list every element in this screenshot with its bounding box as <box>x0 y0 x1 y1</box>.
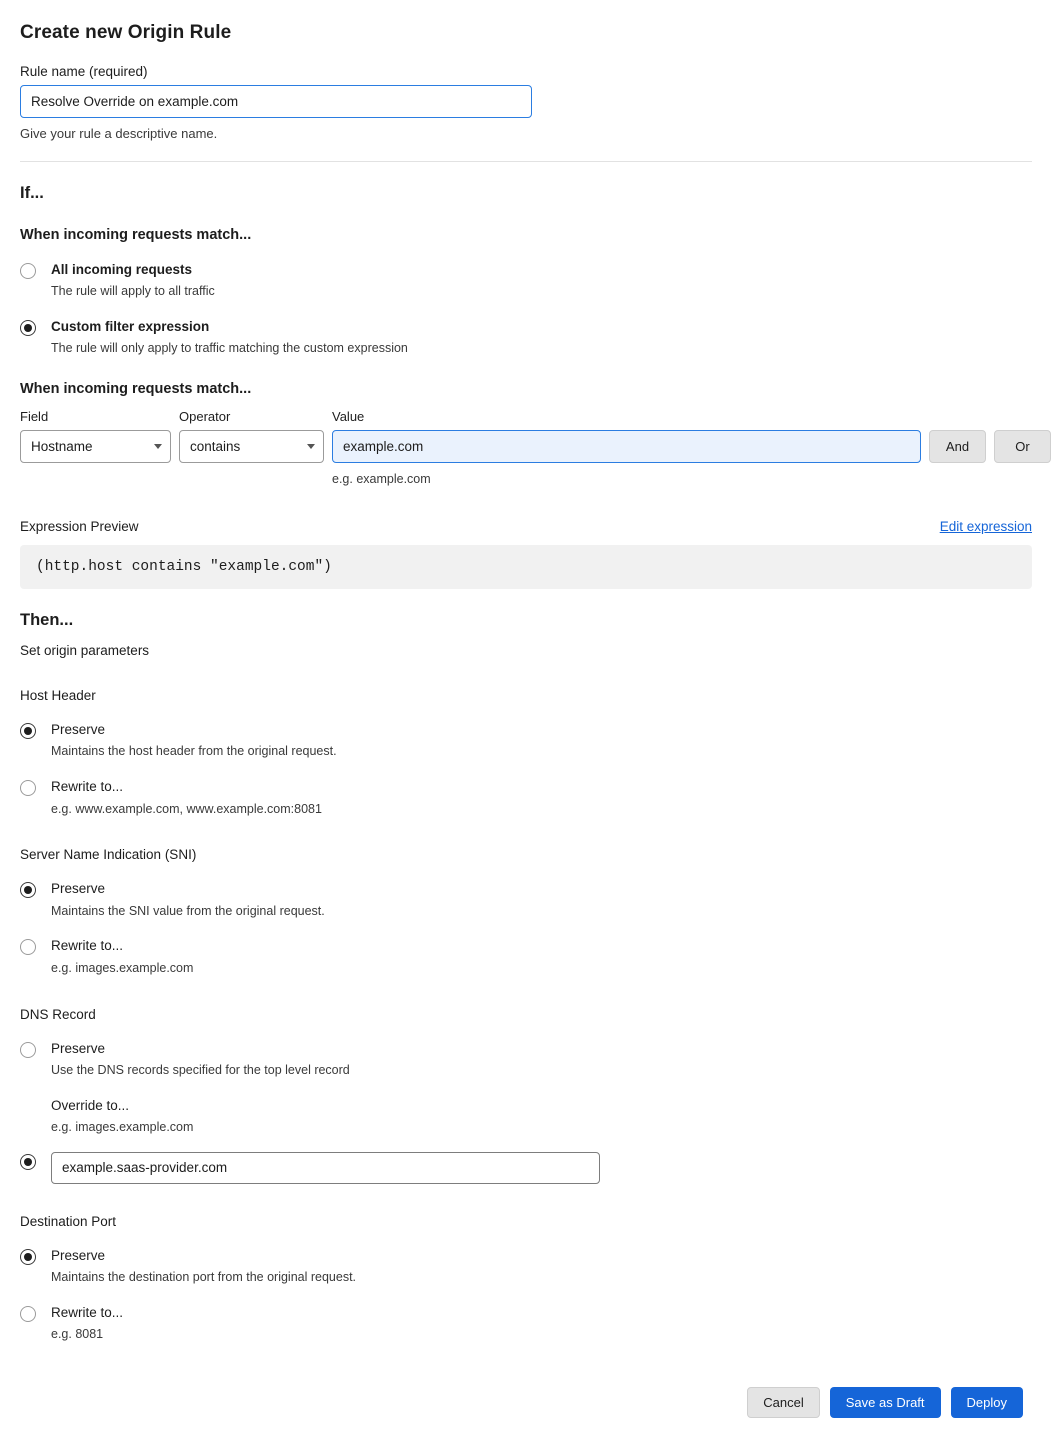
expression-builder-row <box>20 409 1032 486</box>
radio-label: Preserve <box>51 1247 106 1263</box>
radio-label: Rewrite to... <box>51 779 124 795</box>
operator-column-label: Operator <box>179 409 231 425</box>
radio-indicator[interactable] <box>20 723 36 739</box>
expression-preview-header <box>20 519 1032 534</box>
then-section-title: Then... <box>20 611 74 630</box>
if-section-title: If... <box>20 184 44 202</box>
radio-description: Maintains the host header from the original request. <box>51 744 337 759</box>
radio-indicator[interactable] <box>20 882 36 898</box>
destination-port-label: Destination Port <box>20 1213 117 1229</box>
radio-label: All incoming requests <box>51 262 193 277</box>
radio-indicator[interactable] <box>20 263 36 279</box>
radio-label: Preserve <box>51 1040 106 1056</box>
save-as-draft-button[interactable]: Save as Draft <box>830 1387 941 1418</box>
radio-description: The rule will apply to all traffic <box>51 284 215 299</box>
and-column <box>929 409 986 463</box>
and-button[interactable]: And <box>929 430 986 463</box>
radio-dns-preserve[interactable] <box>20 1040 1032 1079</box>
radio-port-preserve[interactable] <box>20 1247 1032 1286</box>
edit-expression-link[interactable]: Edit expression <box>939 519 1032 535</box>
radio-description: e.g. images.example.com <box>51 1119 194 1134</box>
deploy-button[interactable]: Deploy <box>951 1387 1023 1418</box>
or-column <box>994 409 1051 463</box>
radio-description: e.g. www.example.com, www.example.com:8081 <box>51 801 322 816</box>
radio-indicator[interactable] <box>20 1042 36 1058</box>
radio-label: Preserve <box>51 722 106 738</box>
radio-all-incoming-requests[interactable] <box>20 261 1032 300</box>
radio-port-rewrite[interactable] <box>20 1304 1032 1343</box>
radio-label: Rewrite to... <box>51 938 124 954</box>
field-column-label: Field <box>20 409 49 425</box>
field-select[interactable] <box>20 430 171 463</box>
radio-indicator[interactable] <box>20 320 36 336</box>
page-title: Create new Origin Rule <box>20 22 232 43</box>
value-column-label: Value <box>332 409 365 425</box>
radio-dns-override[interactable] <box>20 1097 1032 1184</box>
radio-indicator[interactable] <box>20 1249 36 1265</box>
radio-host-header-preserve[interactable] <box>20 721 1032 760</box>
radio-label: Preserve <box>51 881 106 897</box>
value-column <box>332 409 921 486</box>
value-hint: e.g. example.com <box>332 472 431 487</box>
expression-builder-heading: When incoming requests match... <box>20 381 252 398</box>
radio-description: e.g. 8081 <box>51 1327 104 1342</box>
radio-indicator[interactable] <box>20 780 36 796</box>
dns-override-input[interactable] <box>51 1152 600 1184</box>
radio-label: Custom filter expression <box>51 319 210 335</box>
footer-actions <box>20 1387 1032 1436</box>
expression-preview-box: (http.host contains "example.com") <box>20 545 1032 589</box>
expression-preview-label: Expression Preview <box>20 519 139 535</box>
radio-description: Use the DNS records specified for the top level record <box>51 1062 350 1077</box>
sni-label: Server Name Indication (SNI) <box>20 847 197 863</box>
operator-select[interactable] <box>179 430 324 463</box>
dns-record-label: DNS Record <box>20 1006 96 1022</box>
cancel-button[interactable]: Cancel <box>747 1387 819 1418</box>
rule-name-help: Give your rule a descriptive name. <box>20 126 218 141</box>
radio-description: e.g. images.example.com <box>51 960 194 975</box>
then-section-subtitle: Set origin parameters <box>20 643 150 659</box>
divider <box>20 161 1032 162</box>
radio-description: Maintains the SNI value from the original request. <box>51 903 325 918</box>
rule-name-label: Rule name (required) <box>20 64 148 79</box>
radio-host-header-rewrite[interactable] <box>20 778 1032 817</box>
field-select-wrap[interactable] <box>20 430 171 463</box>
radio-description: The rule will only apply to traffic matching the custom expression <box>51 341 408 356</box>
radio-indicator[interactable] <box>20 1154 36 1170</box>
host-header-label: Host Header <box>20 688 96 704</box>
if-match-heading: When incoming requests match... <box>20 227 252 243</box>
radio-indicator[interactable] <box>20 939 36 955</box>
rule-name-input[interactable] <box>20 85 532 118</box>
radio-sni-preserve[interactable] <box>20 880 1032 919</box>
radio-sni-rewrite[interactable] <box>20 937 1032 976</box>
value-input[interactable] <box>332 430 921 463</box>
operator-column <box>179 409 324 463</box>
operator-select-wrap[interactable] <box>179 430 324 463</box>
radio-label: Override to... <box>51 1097 130 1113</box>
or-button[interactable]: Or <box>994 430 1051 463</box>
radio-indicator[interactable] <box>20 1306 36 1322</box>
field-column <box>20 409 171 463</box>
radio-description: Maintains the destination port from the original request. <box>51 1269 357 1284</box>
radio-label: Rewrite to... <box>51 1304 124 1320</box>
radio-custom-filter-expression[interactable] <box>20 318 1032 357</box>
